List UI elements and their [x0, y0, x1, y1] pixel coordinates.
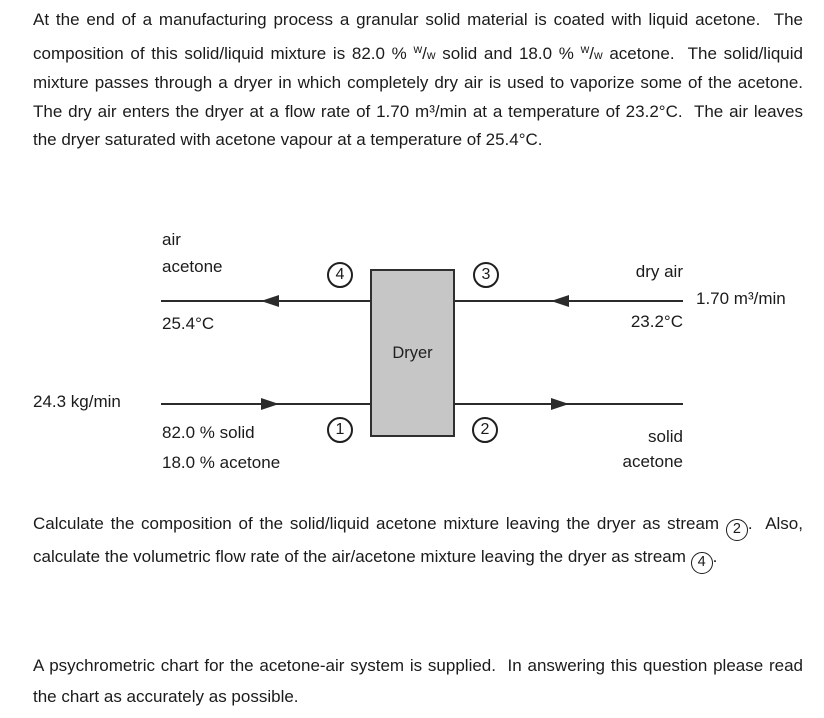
- question-text-2: . Also, calculate the volumetric flow rate of the air/acetone mixture leaving the dryer as stream: [33, 514, 808, 566]
- stream4-temperature: 25.4°C: [162, 314, 215, 333]
- ww-slash-1: /: [422, 43, 427, 63]
- ww-subscript-2: w: [593, 47, 603, 62]
- ww-slash-2: /: [589, 43, 594, 63]
- stream4-label-air: air: [162, 230, 181, 249]
- ww-superscript-2: w: [580, 41, 590, 56]
- intro-text-3: acetone. The solid/liquid mixture passes through a dryer in which completely dry air is used to vaporize some of the acetone. The dry air enters the dryer at a flow rate of 1.70 m³/min at a temperature of 23.2°C. The air leaves the dryer saturated with acetone vapour at a temperature of 25.4°C.: [33, 43, 813, 149]
- note-text: A psychrometric chart for the acetone-air system is supplied. In answering this question please read the chart as accurately as possible.: [33, 656, 808, 706]
- stream3-flow-rate: 1.70 m³/min: [696, 289, 786, 308]
- stream4-label-acetone: acetone: [162, 257, 223, 276]
- stream3-marker: 3: [473, 262, 499, 288]
- intro-text-1: At the end of a manufacturing process a granular solid material is coated with liquid acetone. The composition of this solid/liquid mixture is 82.0 %: [33, 10, 808, 63]
- stream3-temperature: 23.2°C: [630, 312, 683, 331]
- stream1-flow-rate: 24.3 kg/min: [33, 392, 121, 411]
- stream3-label-dry-air: dry air: [635, 262, 683, 281]
- stream1-composition-solid: 82.0 % solid: [162, 423, 255, 442]
- stream2-label-acetone: acetone: [622, 452, 683, 471]
- stream2-arrow-icon: [551, 398, 569, 410]
- stream4-inline-marker: 4: [691, 552, 713, 574]
- question-text-3: .: [712, 547, 718, 566]
- stream1-marker: 1: [327, 417, 353, 443]
- stream4-arrow-icon: [261, 295, 279, 307]
- question-text-1: Calculate the composition of the solid/liquid acetone mixture leaving the dryer as stream: [33, 514, 726, 533]
- ww-subscript-1: w: [426, 47, 436, 62]
- note-paragraph: [33, 650, 808, 712]
- stream1-composition-acetone: 18.0 % acetone: [162, 453, 281, 472]
- stream1-arrow-icon: [261, 398, 279, 410]
- question-paragraph: [33, 508, 808, 574]
- intro-text-2: solid and 18.0 %: [435, 43, 581, 63]
- ww-superscript-1: w: [413, 41, 423, 56]
- dryer-unit: [370, 269, 455, 437]
- dryer-label: Dryer: [392, 343, 433, 362]
- stream2-inline-marker: 2: [726, 519, 748, 541]
- stream2-label-solid: solid: [648, 427, 683, 446]
- stream4-marker: 4: [327, 262, 353, 288]
- stream2-marker: 2: [472, 417, 498, 443]
- stream3-arrow-icon: [551, 295, 569, 307]
